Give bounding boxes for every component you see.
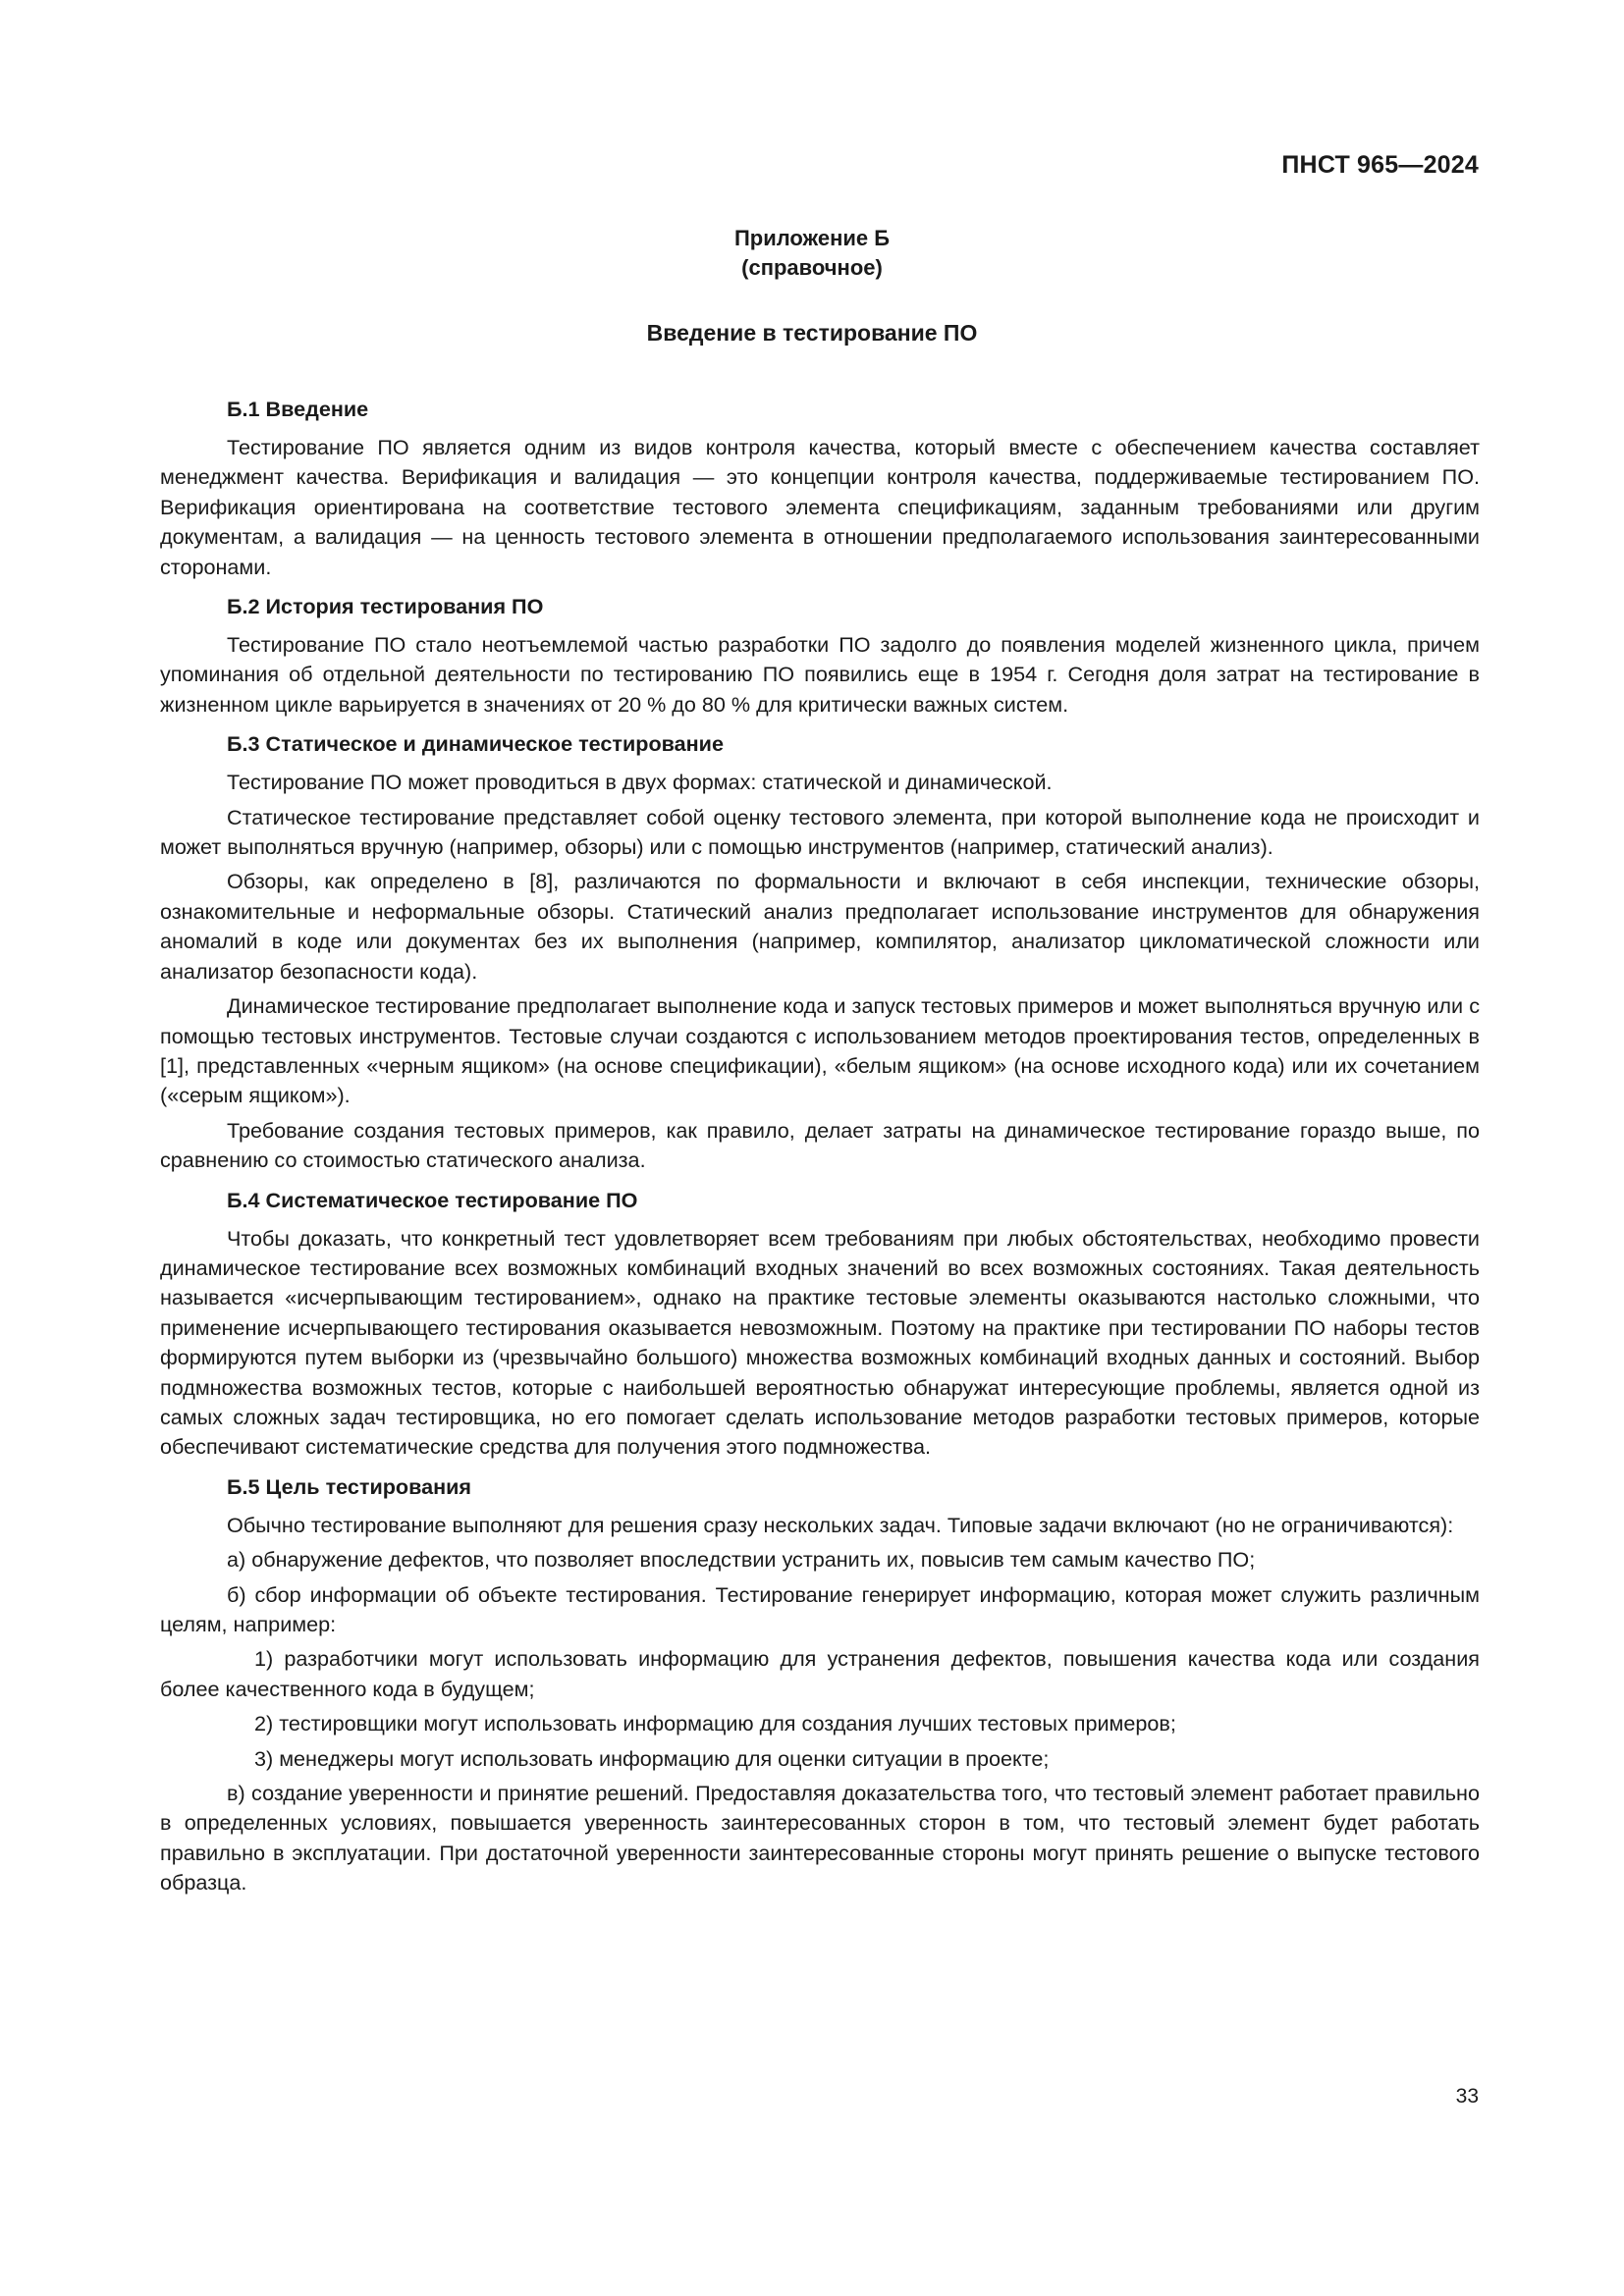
section-b3 [160, 729, 1480, 1175]
section-heading: Б.5 Цель тестирования [227, 1473, 472, 1499]
sub-list-item: 1) разработчики могут использовать информацию для устранения дефектов, повышения качества кода или создания более качественного кода в будущем; [160, 1646, 1480, 1701]
section-b1 [160, 395, 1480, 582]
paragraph: Обзоры, как определено в [8], различаются по формальности и включают в себя инспекции, технические обзоры, ознакомительные и неформальные обзоры. Статический анализ предполагает использование инструментов для обнаружения аномалий в коде или документах без их выполнения (например, компилятор, анализатор цикломатической сложности или анализатор безопасности кода). [160, 869, 1480, 984]
document-code: ПНСТ 965—2024 [1281, 151, 1479, 179]
paragraph: Динамическое тестирование предполагает выполнение кода и запуск тестовых примеров и может выполняться вручную или с помощью тестовых инструментов. Тестовые случаи создаются с использованием методов проектирования тестов, определенных в [1], представленных «черным ящиком» (на основе спецификации), «белым ящиком» (на основе исходного кода) или их сочетанием («серым ящиком»). [160, 993, 1480, 1108]
section-b4 [160, 1186, 1480, 1463]
appendix-status: (справочное) [741, 255, 883, 280]
sub-list-item: 2) тестировщики могут использовать информацию для создания лучших тестовых примеров; [254, 1711, 1176, 1736]
paragraph: Чтобы доказать, что конкретный тест удовлетворяет всем требованиям при любых обстоятельствах, необходимо провести динамическое тестирование всех возможных комбинаций входных значений во всех возможных состояниях. Такая деятельность называется «исчерпывающим тестированием», однако на практике тестовые элементы оказываются настолько сложными, что применение исчерпывающего тестирования оказывается невозможным. Поэтому на практике при тестировании ПО наборы тестов формируются путем выборки из (чрезвычайно большого) множества возможных комбинаций входных данных и состояний. Выбор подмножества возможных тестов, которые с наибольшей вероятностью обнаружат интересующие проблемы, является одной из самых сложных задач тестировщика, но его помогает сделать использование методов разработки тестовых примеров, которые обеспечивают систематические средства для получения этого подмножества. [160, 1225, 1480, 1460]
paragraph: Тестирование ПО может проводиться в двух формах: статической и динамической. [227, 770, 1053, 795]
paragraph: Требование создания тестовых примеров, как правило, делает затраты на динамическое тестирование гораздо выше, по сравнению со стоимостью статического анализа. [160, 1117, 1480, 1173]
section-heading: Б.2 История тестирования ПО [227, 594, 544, 619]
paragraph: Тестирование ПО является одним из видов контроля качества, который вместе с обеспечением качества составляет менеджмент качества. Верификация и валидация — это концепции контроля качества, поддерживаемые тестированием ПО. Верификация ориентирована на соответствие тестового элемента спецификациям, заданным требованиями или другим документам, а валидация — на ценность тестового элемента в отношении предполагаемого использования заинтересованными сторонами. [160, 435, 1480, 579]
section-heading: Б.3 Статическое и динамическое тестирование [227, 731, 724, 757]
appendix-title: Приложение Б [733, 226, 891, 250]
section-heading: Б.4 Систематическое тестирование ПО [227, 1187, 638, 1212]
list-item: в) создание уверенности и принятие решений. Предоставляя доказательства того, что тестовый элемент работает правильно в определенных условиях, повышается уверенность заинтересованных сторон в том, что тестовый элемент будет работать правильно в эксплуатации. При достаточной уверенности заинтересованные стороны могут принять решение о выпуске тестового образца. [160, 1781, 1480, 1896]
section-b2 [160, 592, 1480, 720]
document-body [160, 395, 1480, 1908]
paragraph: Тестирование ПО стало неотъемлемой частью разработки ПО задолго до появления моделей жизненного цикла, причем упоминания об отдельной деятельности по тестированию ПО появились еще в 1954 г. Сегодня доля затрат на тестирование в жизненном цикле варьируется в значениях от 20 % до 80 % для критически важных систем. [160, 632, 1480, 717]
sub-list-item: 3) менеджеры могут использовать информацию для оценки ситуации в проекте; [254, 1745, 1050, 1771]
paragraph: Статическое тестирование представляет собой оценку тестового элемента, при которой выполнение кода не происходит и может выполняться вручную (например, обзоры) или с помощью инструментов (например, статический анализ). [160, 804, 1480, 860]
list-item: б) сбор информации об объекте тестирования. Тестирование генерирует информацию, которая может служить различным целям, например: [160, 1581, 1480, 1636]
list-item: а) обнаружение дефектов, что позволяет впоследствии устранить их, повысив тем самым качество ПО; [227, 1547, 1256, 1573]
section-b5 [160, 1472, 1480, 1898]
paragraph: Обычно тестирование выполняют для решения сразу нескольких задач. Типовые задачи включают (но не ограничиваются): [227, 1512, 1454, 1537]
appendix-heading [0, 224, 1624, 283]
section-heading: Б.1 Введение [227, 397, 369, 421]
page-number: 33 [1455, 2085, 1479, 2108]
document-title: Введение в тестирование ПО [646, 320, 978, 346]
